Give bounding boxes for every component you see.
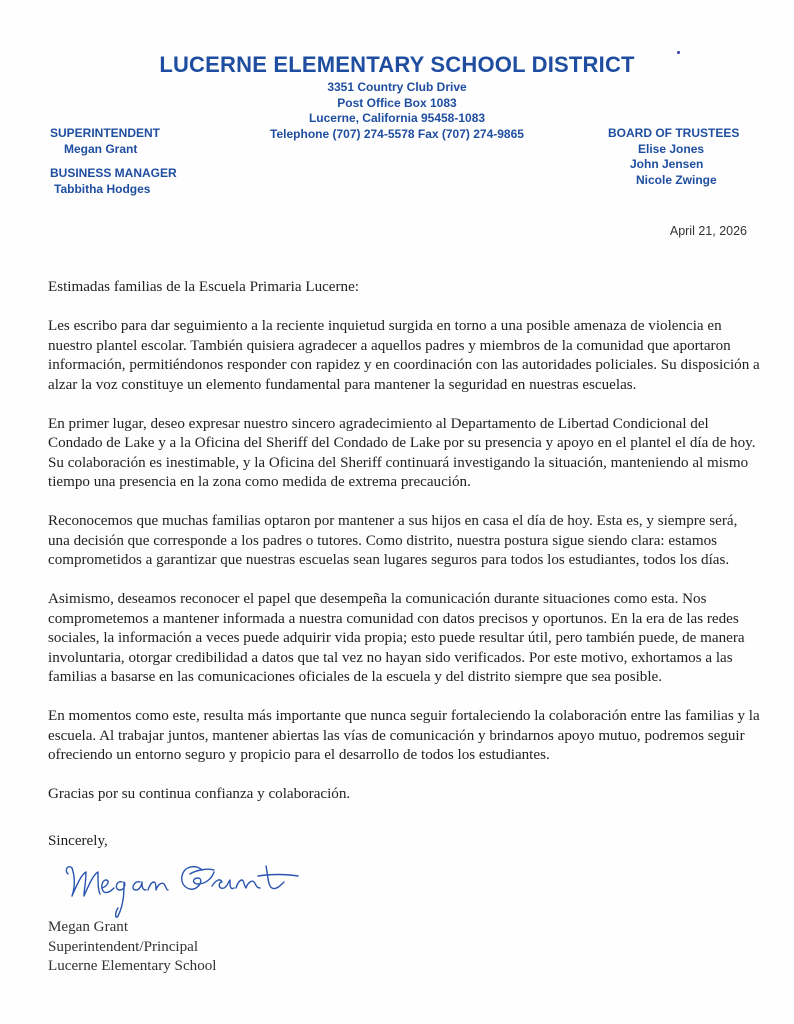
signer-name: Megan Grant <box>48 919 129 935</box>
board-of-trustees <box>608 126 739 188</box>
address-city: Lucerne, California 95458-1083 <box>308 111 486 125</box>
district-name: LUCERNE ELEMENTARY SCHOOL DISTRICT <box>159 52 635 77</box>
business-manager-title: BUSINESS MANAGER <box>50 166 177 180</box>
trustee-name: Nicole Zwinge <box>636 172 717 187</box>
address-phone-fax: Telephone (707) 274-5578 Fax (707) 274-9865 <box>270 126 524 141</box>
paragraph: Reconocemos que muchas familias optaron por mantener a sus hijos en casa el día de hoy. Esta es, y siempre será, una decisión que corresponde a los padres o tutores. Como distrito, nuestra postura sigue siendo clara: estamos comprometidos a garantizar que nuestras escuelas sean lugares seguros para todos los estudiantes, todos los días. <box>48 513 738 568</box>
paragraph: Asimismo, deseamos reconocer el papel que desempeña la comunicación durante situaciones como esta. Nos comprometemos a mantener informada a nuestra comunidad con datos precisos y oportunos. En la era de las redes sociales, la información a veces puede adquirir vida propia; esto puede resultar útil, pero también puede, de manera involuntaria, otorgar credibilidad a datos que tal vez no hayan sido verificados. Por este motivo, exhortamos a las familias a basarse en las comunicaciones oficiales de la escuela y del distrito siempre que sea posible. <box>48 591 745 685</box>
letter-date: April 21, 2026 <box>669 224 747 238</box>
closing-thanks: Gracias por su continua confianza y colaboración. <box>48 786 351 802</box>
paragraph: Les escribo para dar seguimiento a la reciente inquietud surgida en torno a una posible amenaza de violencia en nuestro plantel escolar. También quisiera agradecer a aquellos padres y miembros de la comunidad que aportaron información, permitiéndonos responder con rapidez y en coordinación con las autoridades policiales. Su disposición a alzar la voz constituye un elemento fundamental para mantener la seguridad en nuestras escuelas. <box>48 318 760 393</box>
superintendent-name: Megan Grant <box>64 141 138 156</box>
superintendent-block <box>50 126 177 157</box>
handwritten-signature <box>62 852 332 922</box>
business-manager-block <box>50 166 177 197</box>
signer-organization: Lucerne Elementary School <box>48 958 217 974</box>
district-officials <box>50 126 177 197</box>
address-po-box: Post Office Box 1083 <box>337 95 457 110</box>
salutation: Estimadas familias de la Escuela Primaria Lucerne: <box>48 279 359 295</box>
letter-body <box>48 278 760 824</box>
trustee-name: John Jensen <box>630 157 704 171</box>
signer-title: Superintendent/Principal <box>48 938 199 955</box>
superintendent-title: SUPERINTENDENT <box>50 126 161 140</box>
trustee-name: Elise Jones <box>638 141 705 156</box>
business-manager-name: Tabbitha Hodges <box>54 181 151 196</box>
signer-block <box>48 918 216 977</box>
paragraph: En momentos como este, resulta más importante que nunca seguir fortaleciendo la colaboración entre las familias y la escuela. Al trabajar juntos, mantener abiertas las vías de comunicación y brindarnos apoyo mutuo, podremos seguir ofreciendo un entorno seguro y propicio para el desarrollo de todos los estudiantes. <box>48 708 760 763</box>
board-title: BOARD OF TRUSTEES <box>608 126 740 140</box>
address-street: 3351 Country Club Drive <box>327 80 467 94</box>
paragraph: En primer lugar, deseo expresar nuestro sincero agradecimiento al Departamento de Libertad Condicional del Condado de Lake y a la Oficina del Sheriff del Condado de Lake por su presencia y apoyo en el plantel el día de hoy. Su colaboración es inestimable, y la Oficina del Sheriff continuará investigando la situación, manteniendo al mismo tiempo una presencia en la zona como medida de extrema precaución. <box>48 415 756 490</box>
closing: Sincerely, <box>48 833 108 849</box>
scan-speck <box>677 51 680 54</box>
